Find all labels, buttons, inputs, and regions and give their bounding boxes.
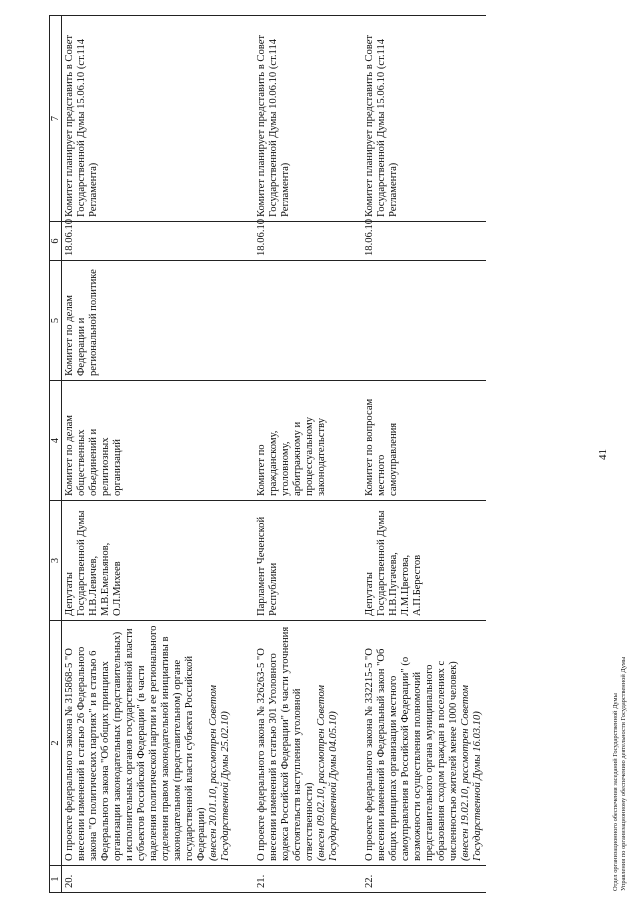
page-number: 41 bbox=[597, 449, 609, 460]
footer-line-2: Управления по организационному обеспечению деятельности Государственной Думы bbox=[620, 656, 627, 891]
bill-title: О проекте федерального закона № 315868-5 "О внесении изменений в статью 26 Федерального закона "О политических партиях" и в статью 6 Федерального закона "Об общих принципах организации законодательных (представительных) и исполнительных органов государственной власти субъектов Российской Федерации" (в части наделения политической партии и ее регионального отделения правом законодательной инициативы в законодательном (представительном) органе государственной власти субъекта Российской Федерации) bbox=[64, 625, 207, 861]
col-header: 2 bbox=[50, 621, 62, 866]
footer bbox=[612, 657, 628, 891]
col-header: 5 bbox=[50, 261, 62, 381]
row-number: 20. bbox=[62, 866, 235, 893]
bill-note: (внесен 09.02.10, рассмотрен Советом Государственной Думы 04.05.10) bbox=[316, 685, 339, 861]
committee-cell: Комитет по делам общественных объединений и религиозных организаций bbox=[62, 381, 235, 501]
bill-cell bbox=[62, 621, 235, 866]
col-header: 6 bbox=[50, 222, 62, 261]
table-row bbox=[254, 16, 342, 893]
bill-note: (внесен 19.02.10, рассмотрен Советом Государственной Думы 16.03.10) bbox=[460, 685, 483, 861]
bill-note: (внесен 20.01.10, рассмотрен Советом Государственной Думы 25.02.10) bbox=[208, 685, 231, 861]
row-number: 21. bbox=[254, 866, 342, 893]
header-row bbox=[50, 16, 62, 893]
col-header: 7 bbox=[50, 16, 62, 222]
plan-cell: Комитет планирует представить в Совет Государственной Думы 15.06.10 (ст.114 Регламента) bbox=[362, 16, 486, 222]
col-header: 1 bbox=[50, 866, 62, 893]
authors-cell: Депутаты Государственной Думы Н.В.Пугачева, Л.М.Цветова, А.П.Берестов bbox=[362, 501, 486, 621]
col-header: 4 bbox=[50, 381, 62, 501]
bill-title: О проекте федерального закона № 326263-5 "О внесении изменений в статью 301 Уголовного кодекса Российской Федерации" (в части уточнения обстоятельств наступления уголовной ответственности) bbox=[256, 626, 315, 861]
co-committee-cell bbox=[362, 261, 486, 381]
committee-cell: Комитет по гражданскому, уголовному, арбитражному и процессуальному законодательству bbox=[254, 381, 342, 501]
footer-line-1: Отдел организационного обеспечения заседаний Государственной Думы bbox=[612, 693, 619, 891]
authors-cell: Парламент Чеченской Республики bbox=[254, 501, 342, 621]
date-cell: 18.06.10 bbox=[254, 222, 342, 261]
bill-cell bbox=[362, 621, 486, 866]
table-row bbox=[362, 16, 486, 893]
co-committee-cell: Комитет по делам Федерации и региональной политике bbox=[62, 261, 235, 381]
plan-cell: Комитет планирует представить в Совет Государственной Думы 15.06.10 (ст.114 Регламента) bbox=[62, 16, 235, 222]
bill-title: О проекте федерального закона № 332215-5 "О внесении изменений в Федеральный закон "Об общих принципах организации местного самоуправления в Российской Федерации" (о возможности осуществления полномочий представительного органа муниципального образования сходом граждан в поселениях с численностью жителей менее 1000 человек) bbox=[364, 648, 459, 861]
plan-cell: Комитет планирует представить в Совет Государственной Думы 10.06.10 (ст.114 Регламента) bbox=[254, 16, 342, 222]
bill-cell bbox=[254, 621, 342, 866]
row-number: 22. bbox=[362, 866, 486, 893]
committee-cell: Комитет по вопросам местного самоуправления bbox=[362, 381, 486, 501]
table-row bbox=[62, 16, 235, 893]
co-committee-cell bbox=[254, 261, 342, 381]
authors-cell: Депутаты Государственной Думы Н.В.Левичев, М.В.Емельянов, О.Л.Михеев bbox=[62, 501, 235, 621]
schedule-table bbox=[49, 15, 486, 893]
date-cell: 18.06.10 bbox=[362, 222, 486, 261]
date-cell: 18.06.10 bbox=[62, 222, 235, 261]
col-header: 3 bbox=[50, 501, 62, 621]
